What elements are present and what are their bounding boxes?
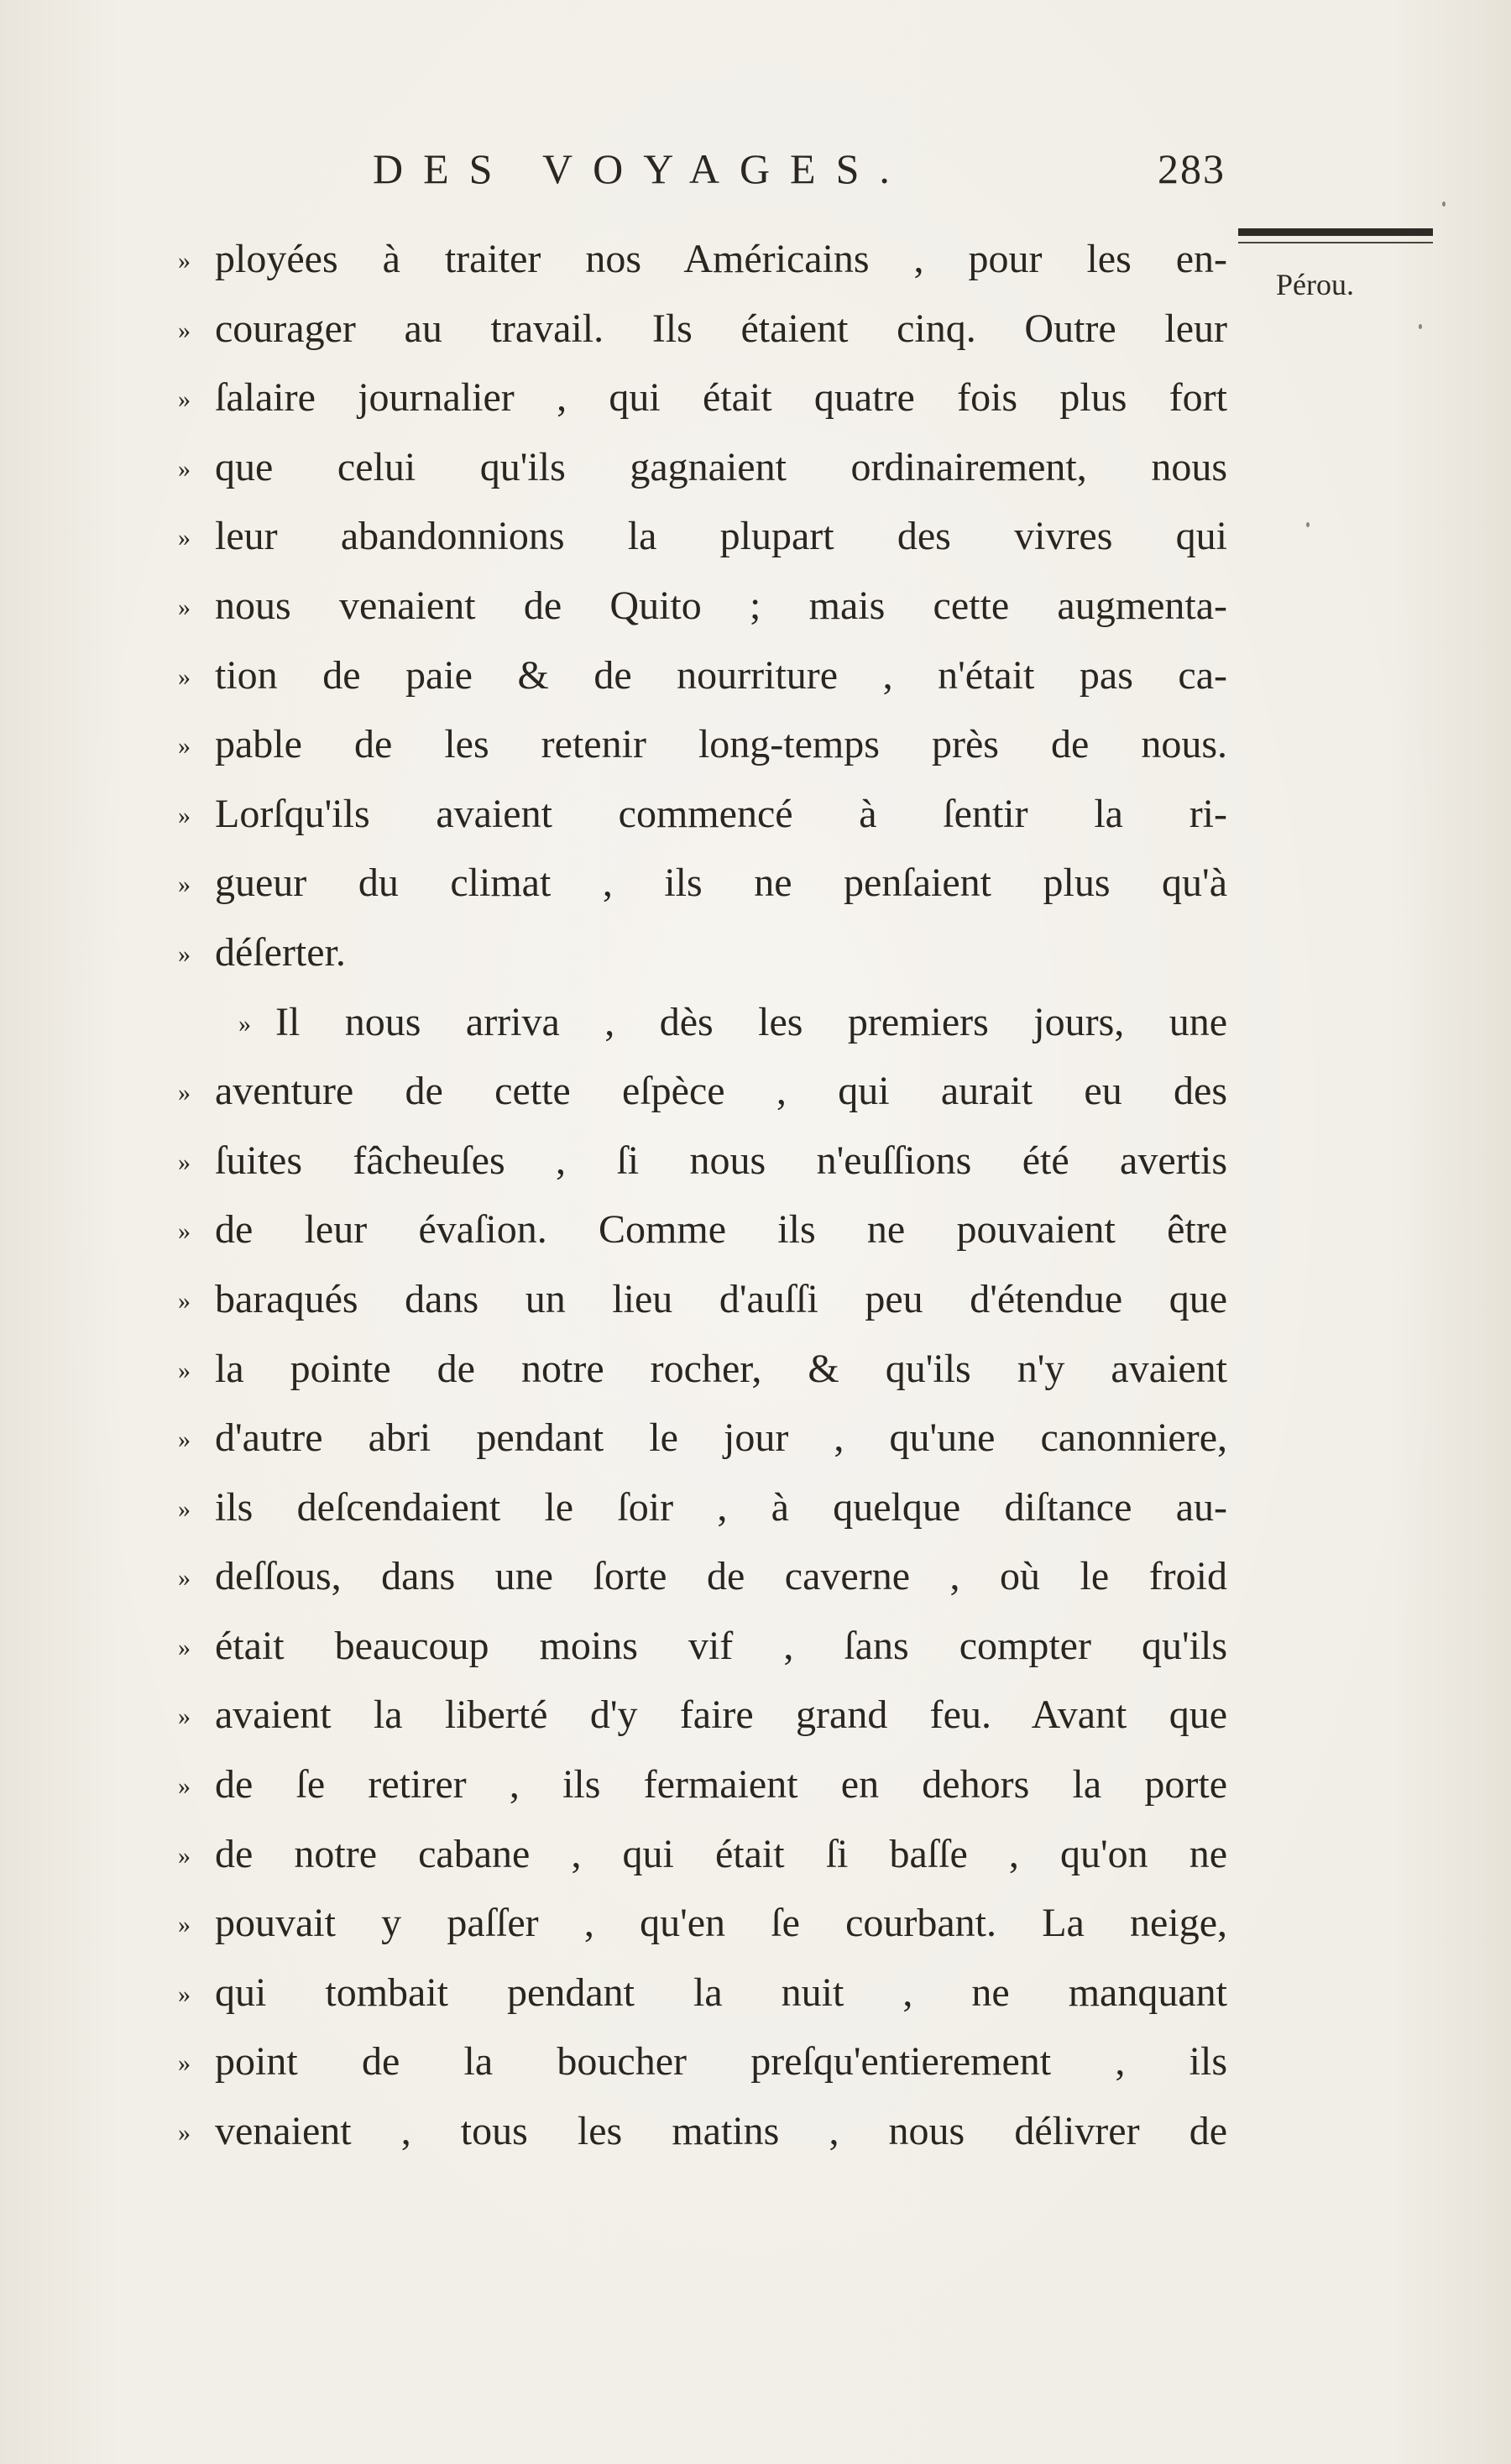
text-line	[178, 1820, 1227, 1890]
text-line	[178, 2027, 1227, 2097]
line-text: Il nous arriva , dès les premiers jours, une	[275, 999, 1227, 1044]
quote-mark: »	[178, 316, 189, 344]
text-line	[178, 1750, 1227, 1820]
text-line	[178, 433, 1227, 503]
text-line	[178, 710, 1227, 780]
line-text: pouvait y paſſer , qu'en ſe courbant. La neige,	[215, 1901, 1227, 1946]
line-text: qui tombait pendant la nuit , ne manquant	[215, 1970, 1227, 2015]
line-text: ſalaire journalier , qui était quatre fois plus fort	[215, 375, 1227, 421]
line-text: ils deſcendaient le ſoir , à quelque diſtance au-	[215, 1484, 1227, 1530]
text-line	[178, 1265, 1227, 1335]
quote-mark: »	[178, 1564, 189, 1593]
quote-mark: »	[178, 1356, 189, 1384]
line-text: leur abandonnions la plupart des vivres qui	[215, 514, 1227, 559]
quote-mark: »	[178, 454, 189, 483]
text-line	[178, 225, 1227, 295]
line-text: tion de paie & de nourriture , n'était pas ca-	[215, 652, 1227, 698]
line-text: avaient la liberté d'y faire grand feu. Avant que	[215, 1692, 1227, 1738]
text-line	[178, 641, 1227, 711]
quote-mark: »	[178, 1703, 189, 1731]
quote-mark: »	[178, 1980, 189, 2008]
margin-note: Pérou.	[1276, 268, 1354, 301]
text-line	[178, 918, 1227, 988]
text-line	[178, 780, 1227, 850]
quote-mark: »	[178, 662, 189, 691]
paper-speck	[1306, 522, 1310, 527]
quote-mark: »	[178, 1217, 189, 1246]
running-head	[361, 141, 1226, 200]
text-line	[178, 1889, 1227, 1959]
line-text: déſerter.	[215, 929, 346, 975]
line-text: deſſous, dans une ſorte de caverne , où le froid	[215, 1554, 1227, 1599]
quote-mark: »	[178, 732, 189, 761]
line-text: gueur du climat , ils ne penſaient plus qu'à	[215, 861, 1227, 906]
line-text: venaient , tous les matins , nous délivrer de	[215, 2109, 1227, 2154]
quote-mark: »	[178, 1494, 189, 1523]
quote-mark: »	[178, 871, 189, 899]
text-line	[178, 1335, 1227, 1405]
margin-rule-thick	[1238, 228, 1433, 236]
margin-rule	[1238, 228, 1433, 250]
quote-mark: »	[178, 593, 189, 621]
quote-mark: »	[178, 1772, 189, 1801]
text-line	[178, 572, 1227, 641]
quote-mark: »	[178, 247, 189, 275]
running-title: DES VOYAGES.	[373, 145, 910, 192]
text-line	[178, 1127, 1227, 1196]
quote-mark: »	[178, 1841, 189, 1870]
text-line	[178, 1473, 1227, 1543]
text-line	[178, 1612, 1227, 1682]
line-text: était beaucoup moins vif , ſans compter qu'ils	[215, 1623, 1227, 1668]
text-line	[178, 1681, 1227, 1750]
line-text: de notre cabane , qui était ſi baſſe , qu'on ne	[215, 1831, 1227, 1876]
line-text: nous venaient de Quito ; mais cette augmenta-	[215, 583, 1227, 628]
body-text	[178, 225, 1227, 2167]
text-line	[178, 1195, 1227, 1265]
quote-mark: »	[178, 1426, 189, 1454]
quote-mark: »	[178, 1079, 189, 1107]
paper-speck	[1419, 324, 1422, 329]
text-line	[178, 295, 1227, 364]
quote-mark: »	[178, 1148, 189, 1176]
text-line	[178, 988, 1227, 1058]
quote-mark: »	[178, 385, 189, 414]
line-text: la pointe de notre rocher, & qu'ils n'y avaient	[215, 1346, 1227, 1391]
line-text: ſuites fâcheuſes , ſi nous n'euſſions été avertis	[215, 1138, 1227, 1183]
line-text: que celui qu'ils gagnaient ordinairement, nous	[215, 444, 1227, 489]
quote-mark: »	[178, 801, 189, 829]
text-line	[178, 2097, 1227, 2167]
text-line	[178, 364, 1227, 433]
quote-mark: »	[178, 939, 189, 968]
margin-rule-thin	[1238, 242, 1433, 243]
line-text: pable de les retenir long-temps près de nous.	[215, 722, 1227, 767]
line-text: ployées à traiter nos Américains , pour les en-	[215, 237, 1227, 281]
quote-mark: »	[178, 2049, 189, 2078]
text-line	[178, 502, 1227, 572]
line-text: d'autre abri pendant le jour , qu'une canonniere,	[215, 1415, 1227, 1461]
text-line	[178, 1959, 1227, 2028]
quote-mark: »	[178, 1286, 189, 1315]
text-line	[178, 1404, 1227, 1473]
quote-mark: »	[178, 2119, 189, 2147]
line-text: point de la boucher preſqu'entierement , ils	[215, 2039, 1227, 2085]
text-line	[178, 1542, 1227, 1612]
quote-mark: »	[178, 1911, 189, 1939]
line-text: aventure de cette eſpèce , qui aurait eu des	[215, 1069, 1227, 1114]
quote-mark: »	[178, 1633, 189, 1661]
line-text: de ſe retirer , ils fermaient en dehors la porte	[215, 1762, 1227, 1807]
text-line	[178, 1057, 1227, 1127]
line-text: courager au travail. Ils étaient cinq. Outre leur	[215, 306, 1227, 351]
page-number: 283	[1158, 145, 1226, 192]
line-text: Lorſqu'ils avaient commencé à ſentir la ri-	[215, 791, 1227, 836]
paper-speck	[1442, 201, 1446, 207]
quote-mark: »	[178, 524, 189, 552]
line-text: de leur évaſion. Comme ils ne pouvaient être	[215, 1207, 1227, 1253]
text-line	[178, 849, 1227, 918]
quote-mark: »	[238, 1009, 249, 1038]
line-text: baraqués dans un lieu d'auſſi peu d'étendue que	[215, 1276, 1227, 1321]
